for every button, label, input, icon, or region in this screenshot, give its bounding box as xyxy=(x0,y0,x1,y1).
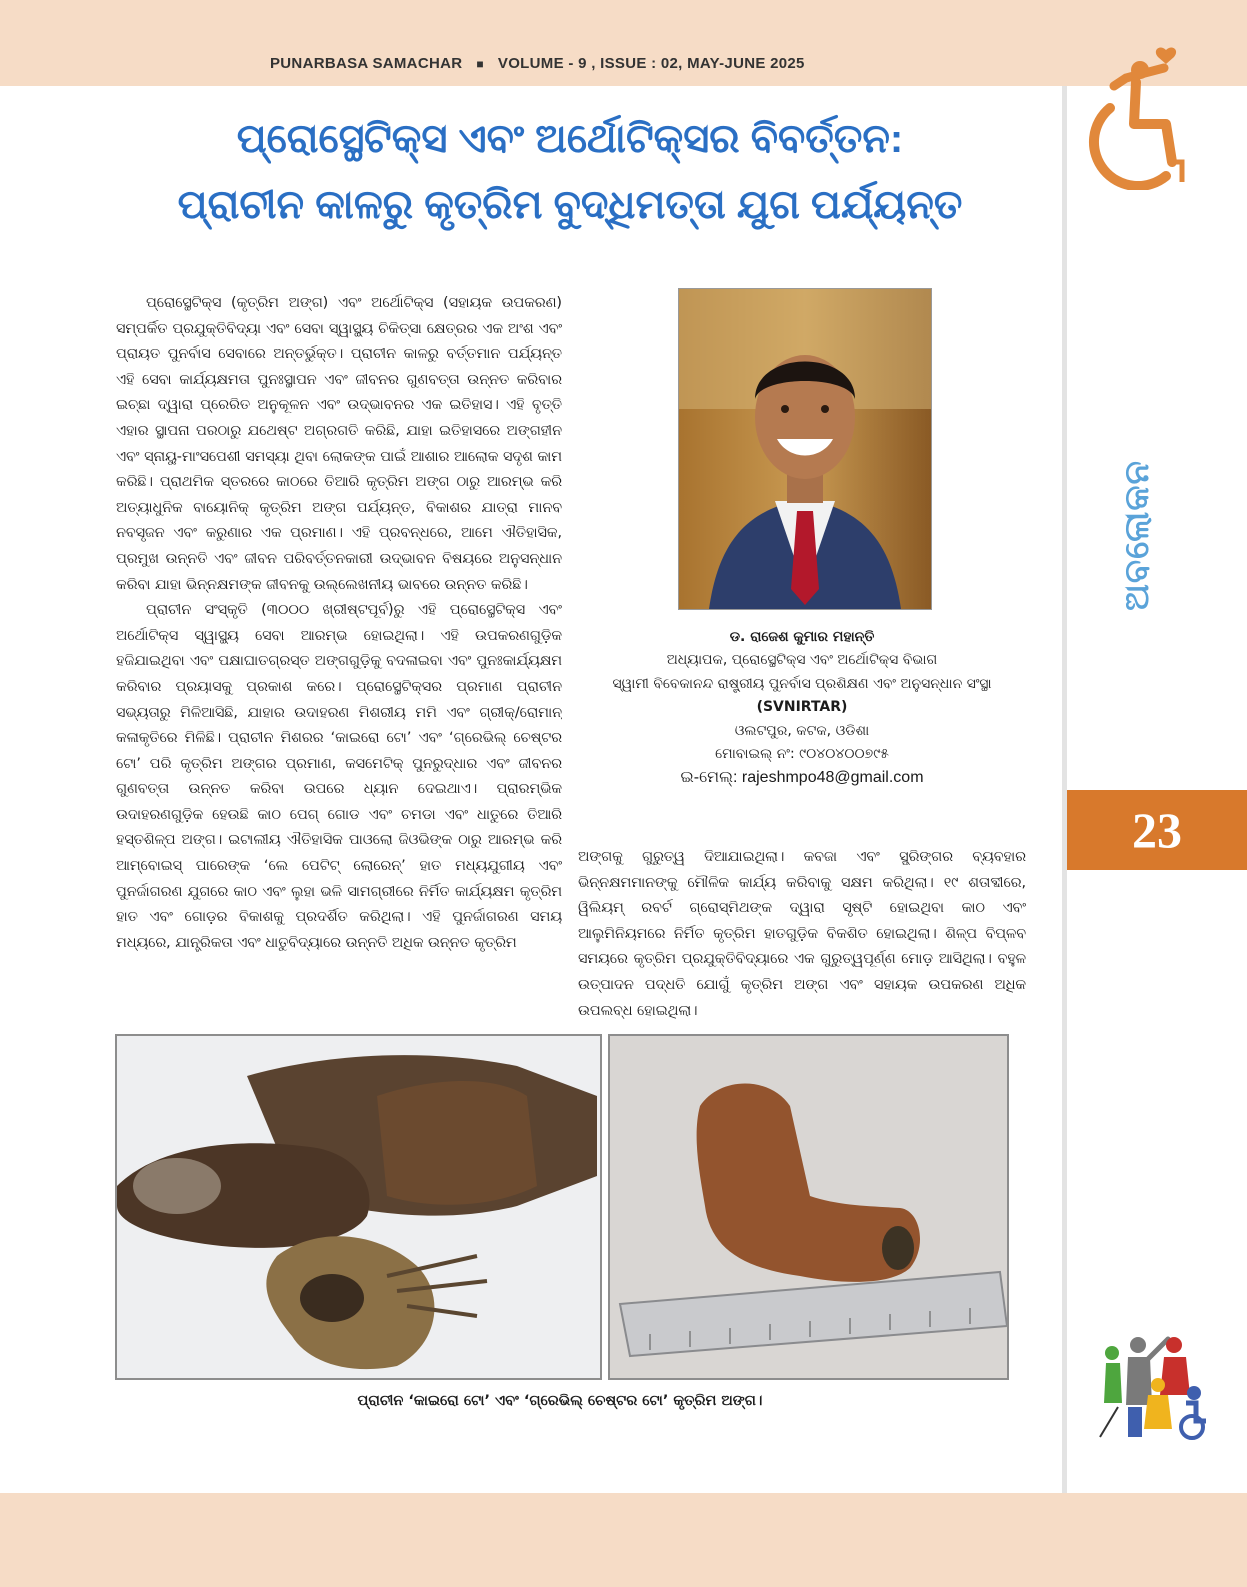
header-band xyxy=(0,0,1247,86)
author-photo xyxy=(678,288,932,610)
wheelchair-logo-icon xyxy=(1080,42,1198,190)
author-address: ଓଲଟପୁର, କଟକ, ଓଡିଶା xyxy=(734,722,870,739)
title-line-1: ପ୍ରୋସ୍ଥେଟିକ୍ସ ଏବଂ ଅର୍ଥୋଟିକ୍ସର ବିବର୍ତ୍ତନ: xyxy=(236,117,904,161)
issue-info: VOLUME - 9 , ISSUE : 02, MAY-JUNE 2025 xyxy=(497,55,805,72)
author-info xyxy=(578,626,1026,790)
author-name: ଡ. ରାଜେଶ କୁମାର ମହାନ୍ତି xyxy=(729,629,875,645)
author-mobile: ମୋବାଇଲ୍ ନଂ: ୯୦୪୦୪୦୦୭୯୫ xyxy=(715,746,889,763)
footer-band xyxy=(0,1493,1247,1587)
running-header xyxy=(270,55,805,72)
author-institute: ସ୍ୱାମୀ ବିବେକାନନ୍ଦ ରାଷ୍ଟ୍ରୀୟ ପୁନର୍ବାସ ପ୍ରଶିକ୍ଷଣ ଏବଂ ଅନୁସନ୍ଧାନ ସଂସ୍ଥା xyxy=(612,675,992,692)
header-separator: ■ xyxy=(476,57,484,71)
article-left-column xyxy=(116,291,562,1036)
photo-caption: ପ୍ରାଚୀନ ‘କାଇରୋ ଟୋ’ ଏବଂ ‘ଗ୍ରେଭିଲ୍ ଚେଷ୍ଟର ଟୋ’ କୃତ୍ରିମ ଅଙ୍ଗ। xyxy=(357,1393,763,1409)
author-email: ଇ-ମେଲ୍: rajeshmpo48@gmail.com xyxy=(680,769,924,787)
inclusive-people-logo-icon xyxy=(1098,1333,1210,1441)
title-line-2: ପ୍ରାଚୀନ କାଳରୁ କୃତ୍ରିମ ବୁଦ୍ଧିମତ୍ତା ଯୁଗ ପର୍ଯ୍ୟନ୍ତ xyxy=(177,183,963,227)
author-institute-abbr: (SVNIRTAR) xyxy=(756,699,848,716)
greville-chester-toe-photo xyxy=(608,1034,1009,1380)
author-designation: ଅଧ୍ୟାପକ, ପ୍ରୋସ୍ଥେଟିକ୍ସ ଏବଂ ଅର୍ଥୋଟିକ୍ସ ବିଭାଗ xyxy=(666,652,938,669)
section-label: ଅବଲୋକନ xyxy=(1117,459,1156,611)
page-number: 23 xyxy=(1132,802,1182,858)
publication-name: PUNARBASA SAMACHAR xyxy=(270,55,463,72)
article-right-column xyxy=(578,845,1026,1020)
cairo-toe-photo xyxy=(115,1034,602,1380)
article-paragraph: ପ୍ରାଚୀନ ସଂସ୍କୃତି (୩୦୦୦ ଖ୍ରୀଷ୍ଟପୂର୍ବ)ରୁ ଏହି ପ୍ରୋସ୍ଥେଟିକ୍ସ ଏବଂ ଅର୍ଥୋଟିକ୍ସ ସ୍ୱାସ୍ଥ୍ୟ ସେବା ଆରମ୍ଭ ହୋଇଥିଲା। ଏହି ଉପକରଣଗୁଡ଼ିକ ହଜିଯାଇଥିବା ଏବଂ ପକ୍ଷାଘାତଗ୍ରସ୍ତ ଅଙ୍ଗଗୁଡ଼ିକୁ ବଦଳାଇବା ଏବଂ ପୁନଃକାର୍ଯ୍ୟକ୍ଷମ କରିବାର ପ୍ରୟାସକୁ ପ୍ରକାଶ କରେ। ପ୍ରୋସ୍ଥେଟିକ୍ସର ପ୍ରମାଣ ପ୍ରାଚୀନ ସଭ୍ୟତାରୁ ମିଳିଆସିଛି, ଯାହାର ଉଦାହରଣ ମିଶରୀୟ ମମି ଏବଂ ଗ୍ରୀକ୍/ରୋମାନ୍ କଳାକୃତିରେ ମିଳିଛି। ପ୍ରାଚୀନ ମିଶରର ‘କାଇରୋ ଟୋ’ ଏବଂ ‘ଗ୍ରେଭିଲ୍ ଚେଷ୍ଟର ଟୋ’ ପରି କୃତ୍ରିମ ଅଙ୍ଗର ପ୍ରମାଣ, କସମେଟିକ୍ ପୁନରୁଦ୍ଧାର ଏବଂ ଜୀବନର ଗୁଣବତ୍ତା ଉନ୍ନତ କରିବା ଉପରେ ଧ୍ୟାନ ଦେଇଥାଏ। ପ୍ରାରମ୍ଭିକ ଉଦାହରଣଗୁଡ଼ିକ ହେଉଛି କାଠ ପେଗ୍ ଗୋଡ ଏବଂ ଚମଡା ଏବଂ ଧାତୁରେ ତିଆରି ହସ୍ତଶିଳ୍ପ ଅଙ୍ଗ। ଇଟାଲୀୟ ଐତିହାସିକ ପାଓଲୋ ଜିଓଭିଙ୍କ ଠାରୁ ଆରମ୍ଭ କରି ଆମ୍ବୋଇସ୍ ପାରେଙ୍କ ‘ଲେ ପେଟିଟ୍ ଲୋରେନ୍’ ହାତ ମଧ୍ୟଯୁଗୀୟ ଏବଂ ପୁନର୍ଜାଗରଣ ଯୁଗରେ କାଠ ଏବଂ ଲୁହା ଭଳି ସାମଗ୍ରୀରେ ନିର୍ମିତ କାର୍ଯ୍ୟକ୍ଷମ କୃତ୍ରିମ ହାତ ଏବଂ ଗୋଡ଼ର ବିକାଶକୁ ପ୍ରଦର୍ଶିତ କରିଥିଲା। ଏହି ପୁନର୍ଜାଗରଣ ସମୟ ମଧ୍ୟରେ, ଯାନ୍ତ୍ରିକତା ଏବଂ ଧାତୁବିଦ୍ୟାରେ ଉନ୍ନତି ଅଧିକ ଉନ୍ନତ କୃତ୍ରିମ xyxy=(116,602,562,951)
article-title xyxy=(100,106,1040,238)
article-paragraph: ପ୍ରୋସ୍ଥେଟିକ୍ସ (କୃତ୍ରିମ ଅଙ୍ଗ) ଏବଂ ଅର୍ଥୋଟିକ୍ସ (ସହାୟକ ଉପକରଣ) ସମ୍ପର୍କିତ ପ୍ରଯୁକ୍ତିବିଦ୍ୟା ଏବଂ ସେବା ସ୍ୱାସ୍ଥ୍ୟ ଚିକିତ୍ସା କ୍ଷେତ୍ରର ଏକ ଅଂଶ ଏବଂ ପ୍ରାୟତ ପୁନର୍ବାସ ସେବାରେ ଅନ୍ତର୍ଭୁକ୍ତ। ପ୍ରାଚୀନ କାଳରୁ ବର୍ତ୍ତମାନ ପର୍ଯ୍ୟନ୍ତ ଏହି ସେବା କାର୍ଯ୍ୟକ୍ଷମତା ପୁନଃସ୍ଥାପନ ଏବଂ ଜୀବନର ଗୁଣବତ୍ତା ଉନ୍ନତ କରିବାର ଇଚ୍ଛା ଦ୍ୱାରା ପ୍ରେରିତ ଅନୁକୂଳନ ଏବଂ ଉଦ୍ଭାବନର ଏକ ଇତିହାସ। ଏହି ବୃତ୍ତି ଏହାର ସ୍ଥାପନା ପରଠାରୁ ଯଥେଷ୍ଟ ଅଗ୍ରଗତି କରିଛି, ଯାହା ଇତିହାସରେ ଅଙ୍ଗହୀନ ଏବଂ ସ୍ନାୟୁ-ମାଂସପେଶୀ ସମସ୍ୟା ଥିବା ଲୋକଙ୍କ ପାଇଁ ଆଶାର ଆଲୋକ ସଦୃଶ କାମ କରିଛି। ପ୍ରାଥମିକ ସ୍ତରରେ କାଠରେ ତିଆରି କୃତ୍ରିମ ଅଙ୍ଗ ଠାରୁ ଆରମ୍ଭ କରି ଅତ୍ୟାଧୁନିକ ବାୟୋନିକ୍ କୃତ୍ରିମ ଅଙ୍ଗ ପର୍ଯ୍ୟନ୍ତ, ବିକାଶର ଯାତ୍ରା ମାନବ ନବସୃଜନ ଏବଂ କରୁଣାର ଏକ ପ୍ରମାଣ। ଏହି ପ୍ରବନ୍ଧରେ, ଆମେ ଐତିହାସିକ, ପ୍ରମୁଖ ଉନ୍ନତି ଏବଂ ଜୀବନ ପରିବର୍ତ୍ତନକାରୀ ଉଦ୍ଭାବନ ବିଷୟରେ ଅନୁସନ୍ଧାନ କରିବା ଯାହା ଭିନ୍ନକ୍ଷମଙ୍କ ଜୀବନକୁ ଉଲ୍ଲେଖନୀୟ ଭାବରେ ଉନ୍ନତ କରିଛି। xyxy=(116,295,562,593)
page-number-box xyxy=(1067,790,1247,870)
article-paragraph: ଅଙ୍ଗକୁ ଗୁରୁତ୍ୱ ଦିଆଯାଇଥିଲା। କବଜା ଏବଂ ସ୍ପ୍ରିଙ୍ଗର ବ୍ୟବହାର ଭିନ୍ନକ୍ଷମମାନଙ୍କୁ ମୌଳିକ କାର୍ଯ୍ୟ କରିବାକୁ ସକ୍ଷମ କରିଥିଲା। ୧୯ ଶତାବ୍ଦୀରେ, ୱିଲିୟମ୍ ରବର୍ଟ ଗ୍ରୋସ୍ମିଥଙ୍କ ଦ୍ୱାରା ସୃଷ୍ଟି ହୋଇଥିବା କାଠ ଏବଂ ଆଲୁମିନିୟମରେ ନିର୍ମିତ କୃତ୍ରିମ ହାତଗୁଡ଼ିକ ବିକଶିତ ହୋଇଥିଲା। ଶିଳ୍ପ ବିପ୍ଳବ ସମୟରେ କୃତ୍ରିମ ପ୍ରଯୁକ୍ତିବିଦ୍ୟାରେ ଏକ ଗୁରୁତ୍ୱପୂର୍ଣ୍ଣ ମୋଡ଼ ଆସିଥିଲା। ବହୁଳ ଉତ୍ପାଦନ ପଦ୍ଧତି ଯୋଗୁଁ କୃତ୍ରିମ ଅଙ୍ଗ ଏବଂ ସହାୟକ ଉପକରଣ ଅଧିକ ଉପଲବ୍ଧ ହୋଇଥିଲା। xyxy=(578,849,1026,1019)
